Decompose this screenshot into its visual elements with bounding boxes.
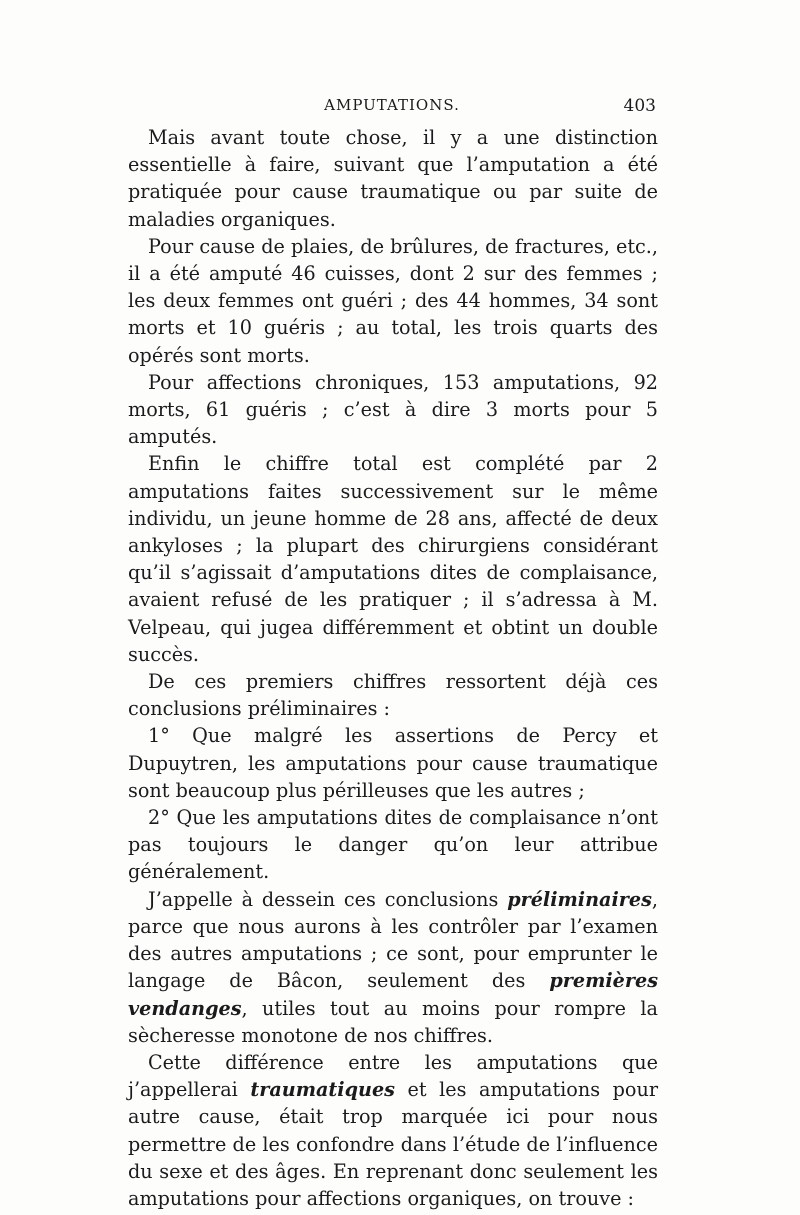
body-text — [128, 124, 658, 1215]
emphasis: préliminaires — [507, 887, 652, 911]
paragraph: Enfin le chiffre total est complété par 2 amputations faites successivement sur le même individu, un jeune homme de 28 ans, affecté de deux ankyloses ; la plupart des chirurgiens considérant qu’il s’agissait d’amputations dites de complaisance, avaient refusé de les pratiquer ; il s’adressa à M. Velpeau, qui jugea différemment et obtint un double succès. — [128, 452, 658, 666]
paragraph: Pour affections chroniques, 153 amputations, 92 morts, 61 guéris ; c’est à dire 3 morts pour 5 amputés. — [128, 370, 658, 449]
paragraph: 1° Que malgré les assertions de Percy et Dupuytren, les amputations pour cause traumatique sont beaucoup plus périlleuses que les autres ; — [128, 724, 658, 802]
text-run: , utiles tout au moins pour rompre la sècheresse monotone de nos chiffres. — [128, 996, 658, 1047]
text-run: et les amputations pour autre cause, était trop marquée ici pour nous permettre de les confondre dans l’étude de l’influence du sexe et des âges. En reprenant donc seulement les amputations pour affections organiques, on trouve : — [128, 1078, 658, 1210]
paragraph: Mais avant toute chose, il y a une distinction essentielle à faire, suivant que l’amputation a été pratiquée pour cause traumatique ou par suite de maladies organiques. — [128, 126, 658, 231]
text-run: Cette différence entre les amputations que j’appellerai — [128, 1050, 658, 1102]
page-number: 403 — [623, 96, 656, 116]
running-head — [128, 96, 656, 124]
paragraph: Pour cause de plaies, de brûlures, de fractures, etc., il a été amputé 46 cuisses, dont 2 sur des femmes ; les deux femmes ont guéri ; des 44 hommes, 34 sont morts et 10 guéris ; au total, les trois quarts des opérés sont morts. — [128, 234, 658, 367]
paragraph — [128, 1049, 658, 1212]
text-run: , parce que nous aurons à les contrôler par l’examen des autres amputations ; ce sont, pour emprunter le langage de Bâcon, seulement des — [128, 887, 658, 993]
emphasis: traumatiques — [250, 1078, 395, 1102]
paragraph: De ces premiers chiffres ressortent déjà ces conclusions préliminaires : — [128, 670, 658, 721]
paragraph: 2° Que les amputations dites de complaisance n’ont pas toujours le danger qu’on leur attribue généralement. — [128, 806, 658, 884]
emphasis: premières vendanges — [128, 969, 658, 1020]
running-title: AMPUTATIONS. — [324, 96, 460, 114]
paragraph — [128, 886, 658, 1049]
text-run: J’appelle à dessein ces conclusions — [148, 887, 508, 911]
